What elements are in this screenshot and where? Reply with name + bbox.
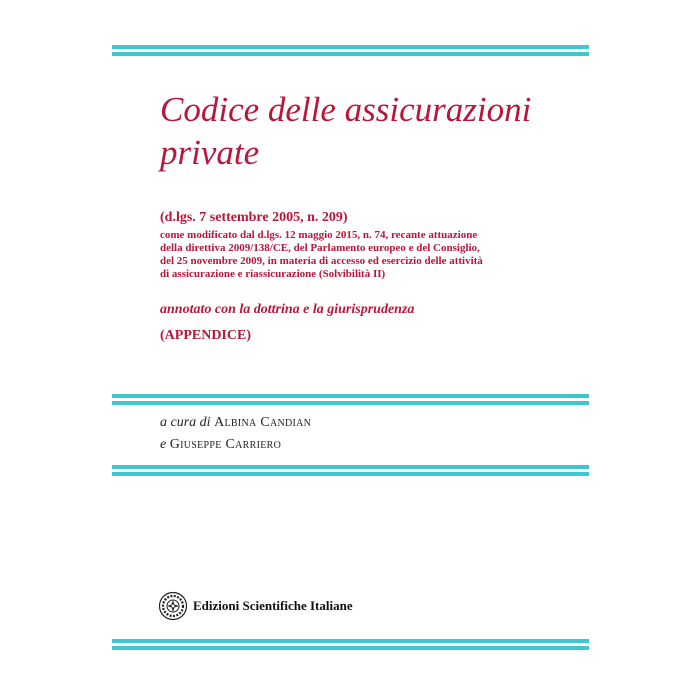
description-line-2: della direttiva 2009/138/CE, del Parlamento europeo e del Consiglio, — [160, 242, 480, 254]
annotation-note: annotato con la dottrina e la giurisprudenza — [160, 302, 415, 317]
editor-line-2 — [160, 434, 311, 456]
appendix-label: (APPENDICE) — [160, 328, 251, 343]
decree-description — [160, 229, 483, 281]
decree-reference: (d.lgs. 7 settembre 2005, n. 209) — [160, 210, 348, 225]
description-line-4: di assicurazione e riassicurazione (Solvibilità II) — [160, 268, 386, 280]
middle-divider — [112, 394, 589, 405]
editor-line-1 — [160, 412, 311, 434]
book-title — [160, 88, 580, 174]
editor-prefix-1: a cura di — [160, 415, 211, 430]
description-line-1: come modificato dal d.lgs. 12 maggio 2015, n. 74, recante attuazione — [160, 229, 478, 241]
bottom-divider — [112, 639, 589, 650]
editors-block — [160, 412, 311, 456]
editor-name-1: Albina Candian — [214, 415, 312, 430]
book-title-line-2: private — [160, 133, 260, 172]
top-divider — [112, 45, 589, 56]
publisher-seal-icon — [158, 591, 188, 621]
publisher-block — [158, 591, 353, 621]
editor-prefix-2: e — [160, 437, 167, 452]
lower-divider — [112, 465, 589, 476]
book-title-line-1: Codice delle assicurazioni — [160, 90, 532, 129]
editor-name-2: Giuseppe Carriero — [169, 437, 282, 452]
publisher-name: Edizioni Scientifiche Italiane — [193, 598, 353, 613]
description-line-3: del 25 novembre 2009, in materia di accesso ed esercizio delle attività — [160, 255, 483, 267]
